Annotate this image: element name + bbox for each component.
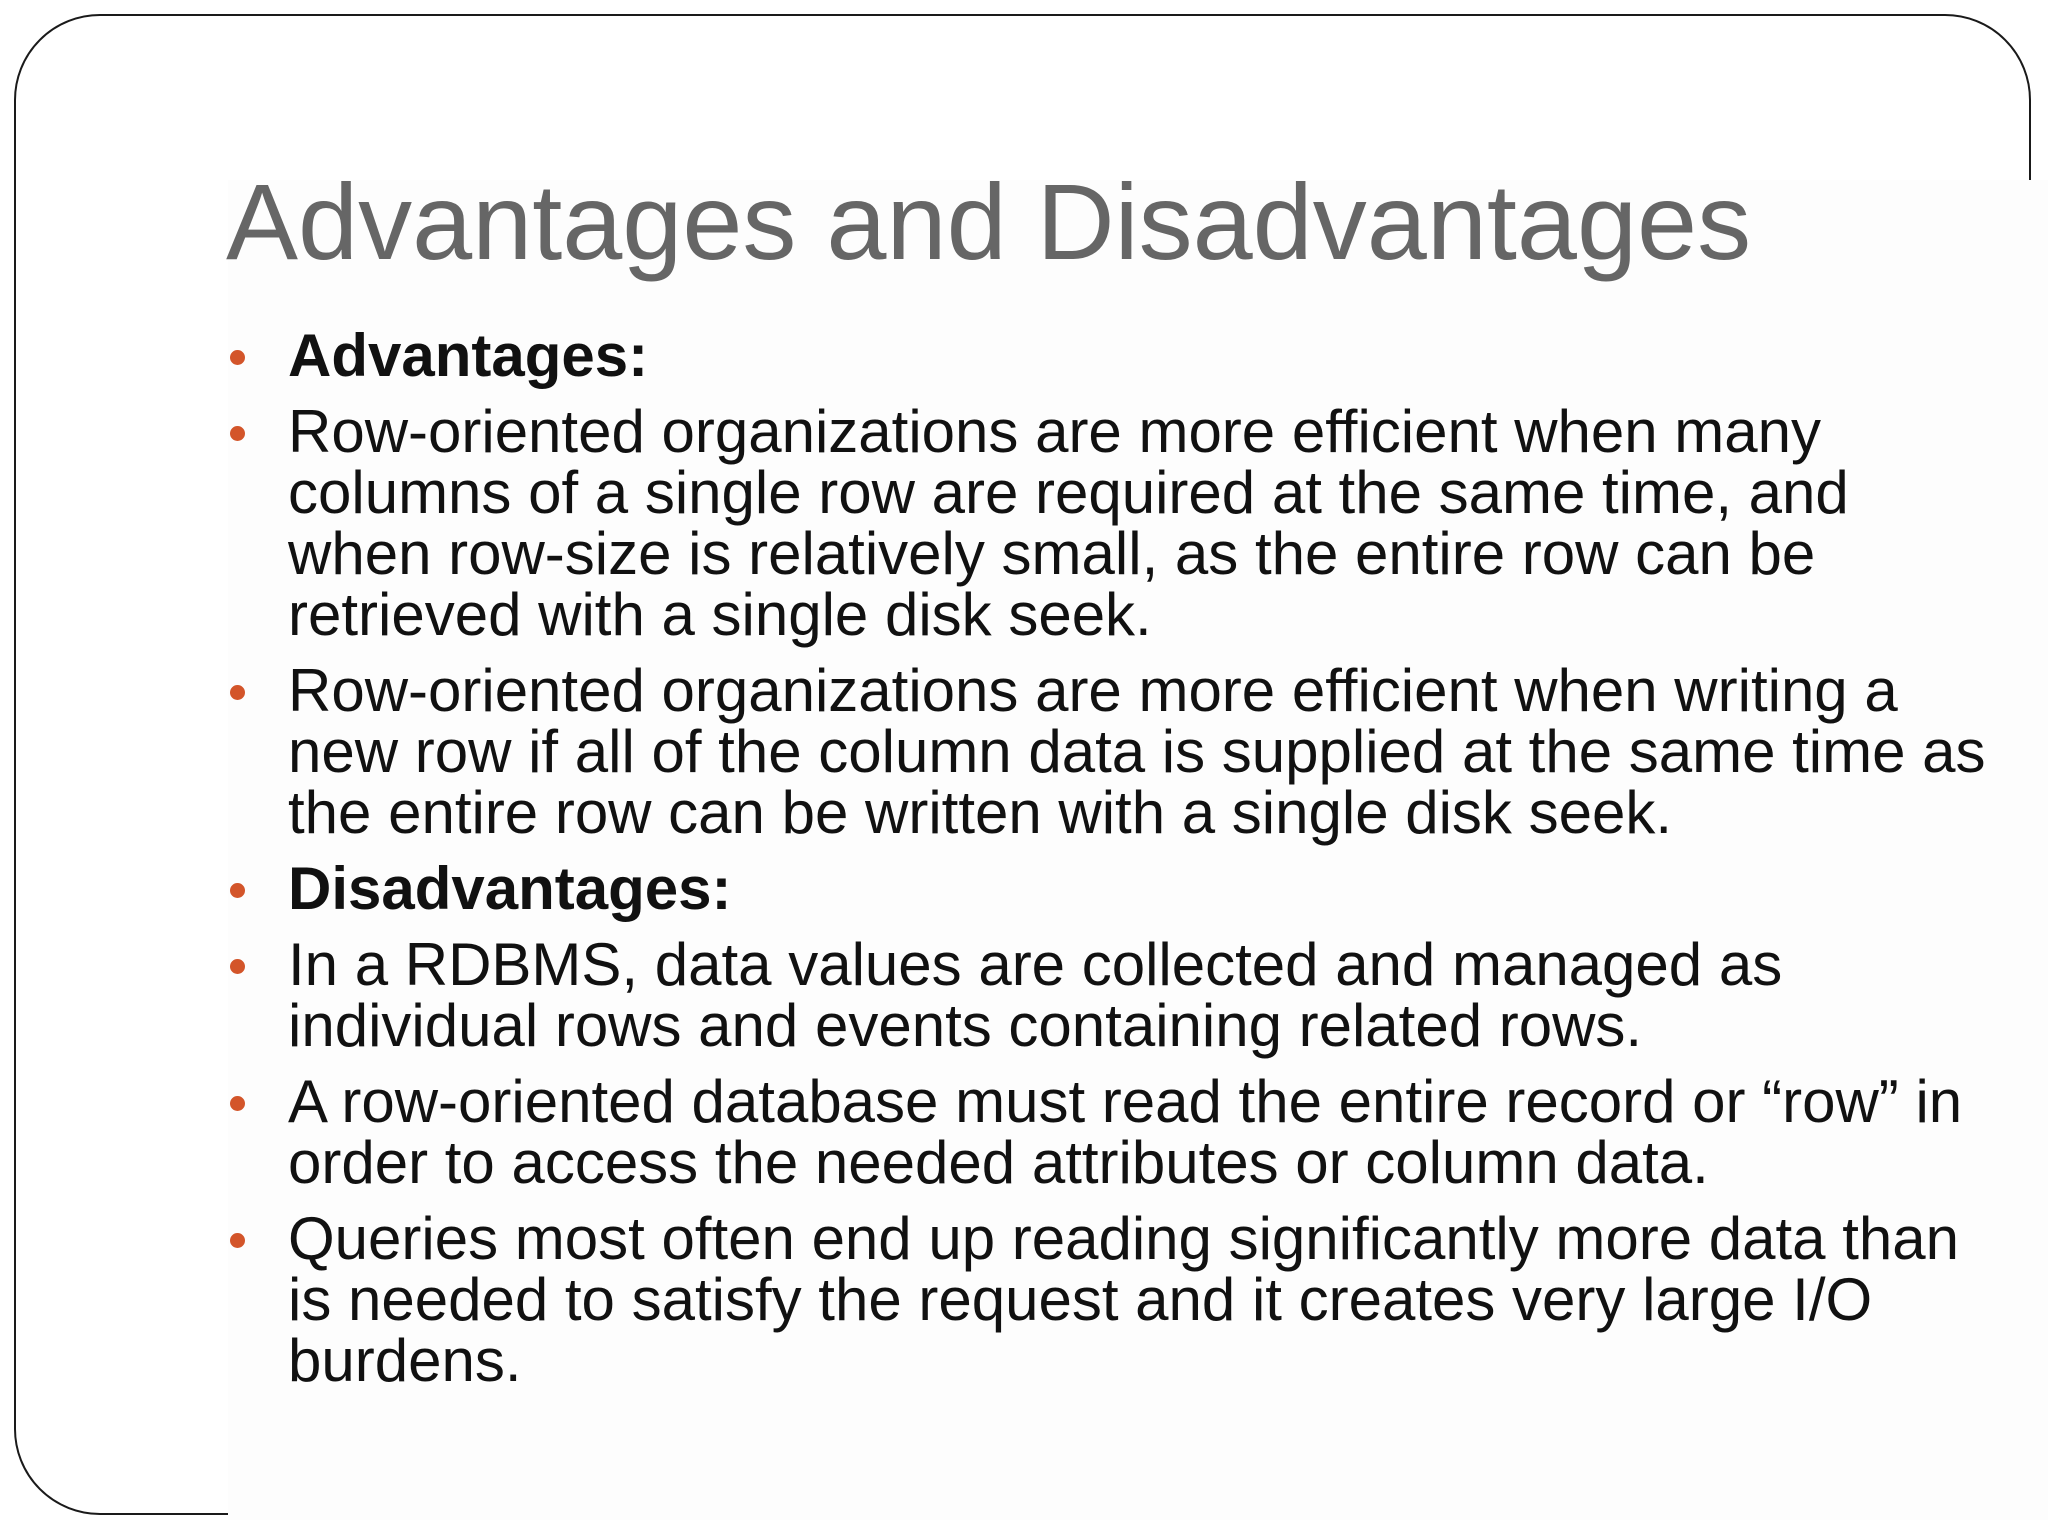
bullet-text: Disadvantages: [288,855,732,922]
bullet-text: A row-oriented database must read the entire record or “row” in order to access the needed attributes or column data. [288,1068,1963,1196]
bullet-item [228,1205,1988,1394]
bullet-dot-icon [230,685,245,700]
bullet-dot-icon [230,959,245,974]
bullet-dot-icon [230,1233,245,1248]
bullet-item [228,398,1988,648]
bullet-text: Row-oriented organizations are more efficient when many columns of a single row are required at the same time, and when row-size is relatively small, as the entire row can be retrieved with a single disk seek. [288,398,1849,648]
bullet-dot-icon [230,1096,245,1111]
bullet-item [228,657,1988,846]
bullet-item [228,1068,1988,1196]
bullet-item [228,931,1988,1059]
bullet-dot-icon [230,883,245,898]
bullet-text: Row-oriented organizations are more efficient when writing a new row if all of the column data is supplied at the same time as the entire row can be written with a single disk seek. [288,657,1986,846]
bullet-item [228,855,1988,922]
bullet-text: Queries most often end up reading significantly more data than is needed to satisfy the request and it creates very large I/O burdens. [288,1205,1959,1394]
bullet-list [228,322,1988,1406]
bullet-text: Advantages: [288,322,649,389]
bullet-dot-icon [230,426,245,441]
bullet-dot-icon [230,350,245,365]
slide-title: Advantages and Disadvantages [226,161,1752,282]
bullet-text: In a RDBMS, data values are collected and managed as individual rows and events containing related rows. [288,931,1783,1059]
bullet-item [228,322,1988,389]
